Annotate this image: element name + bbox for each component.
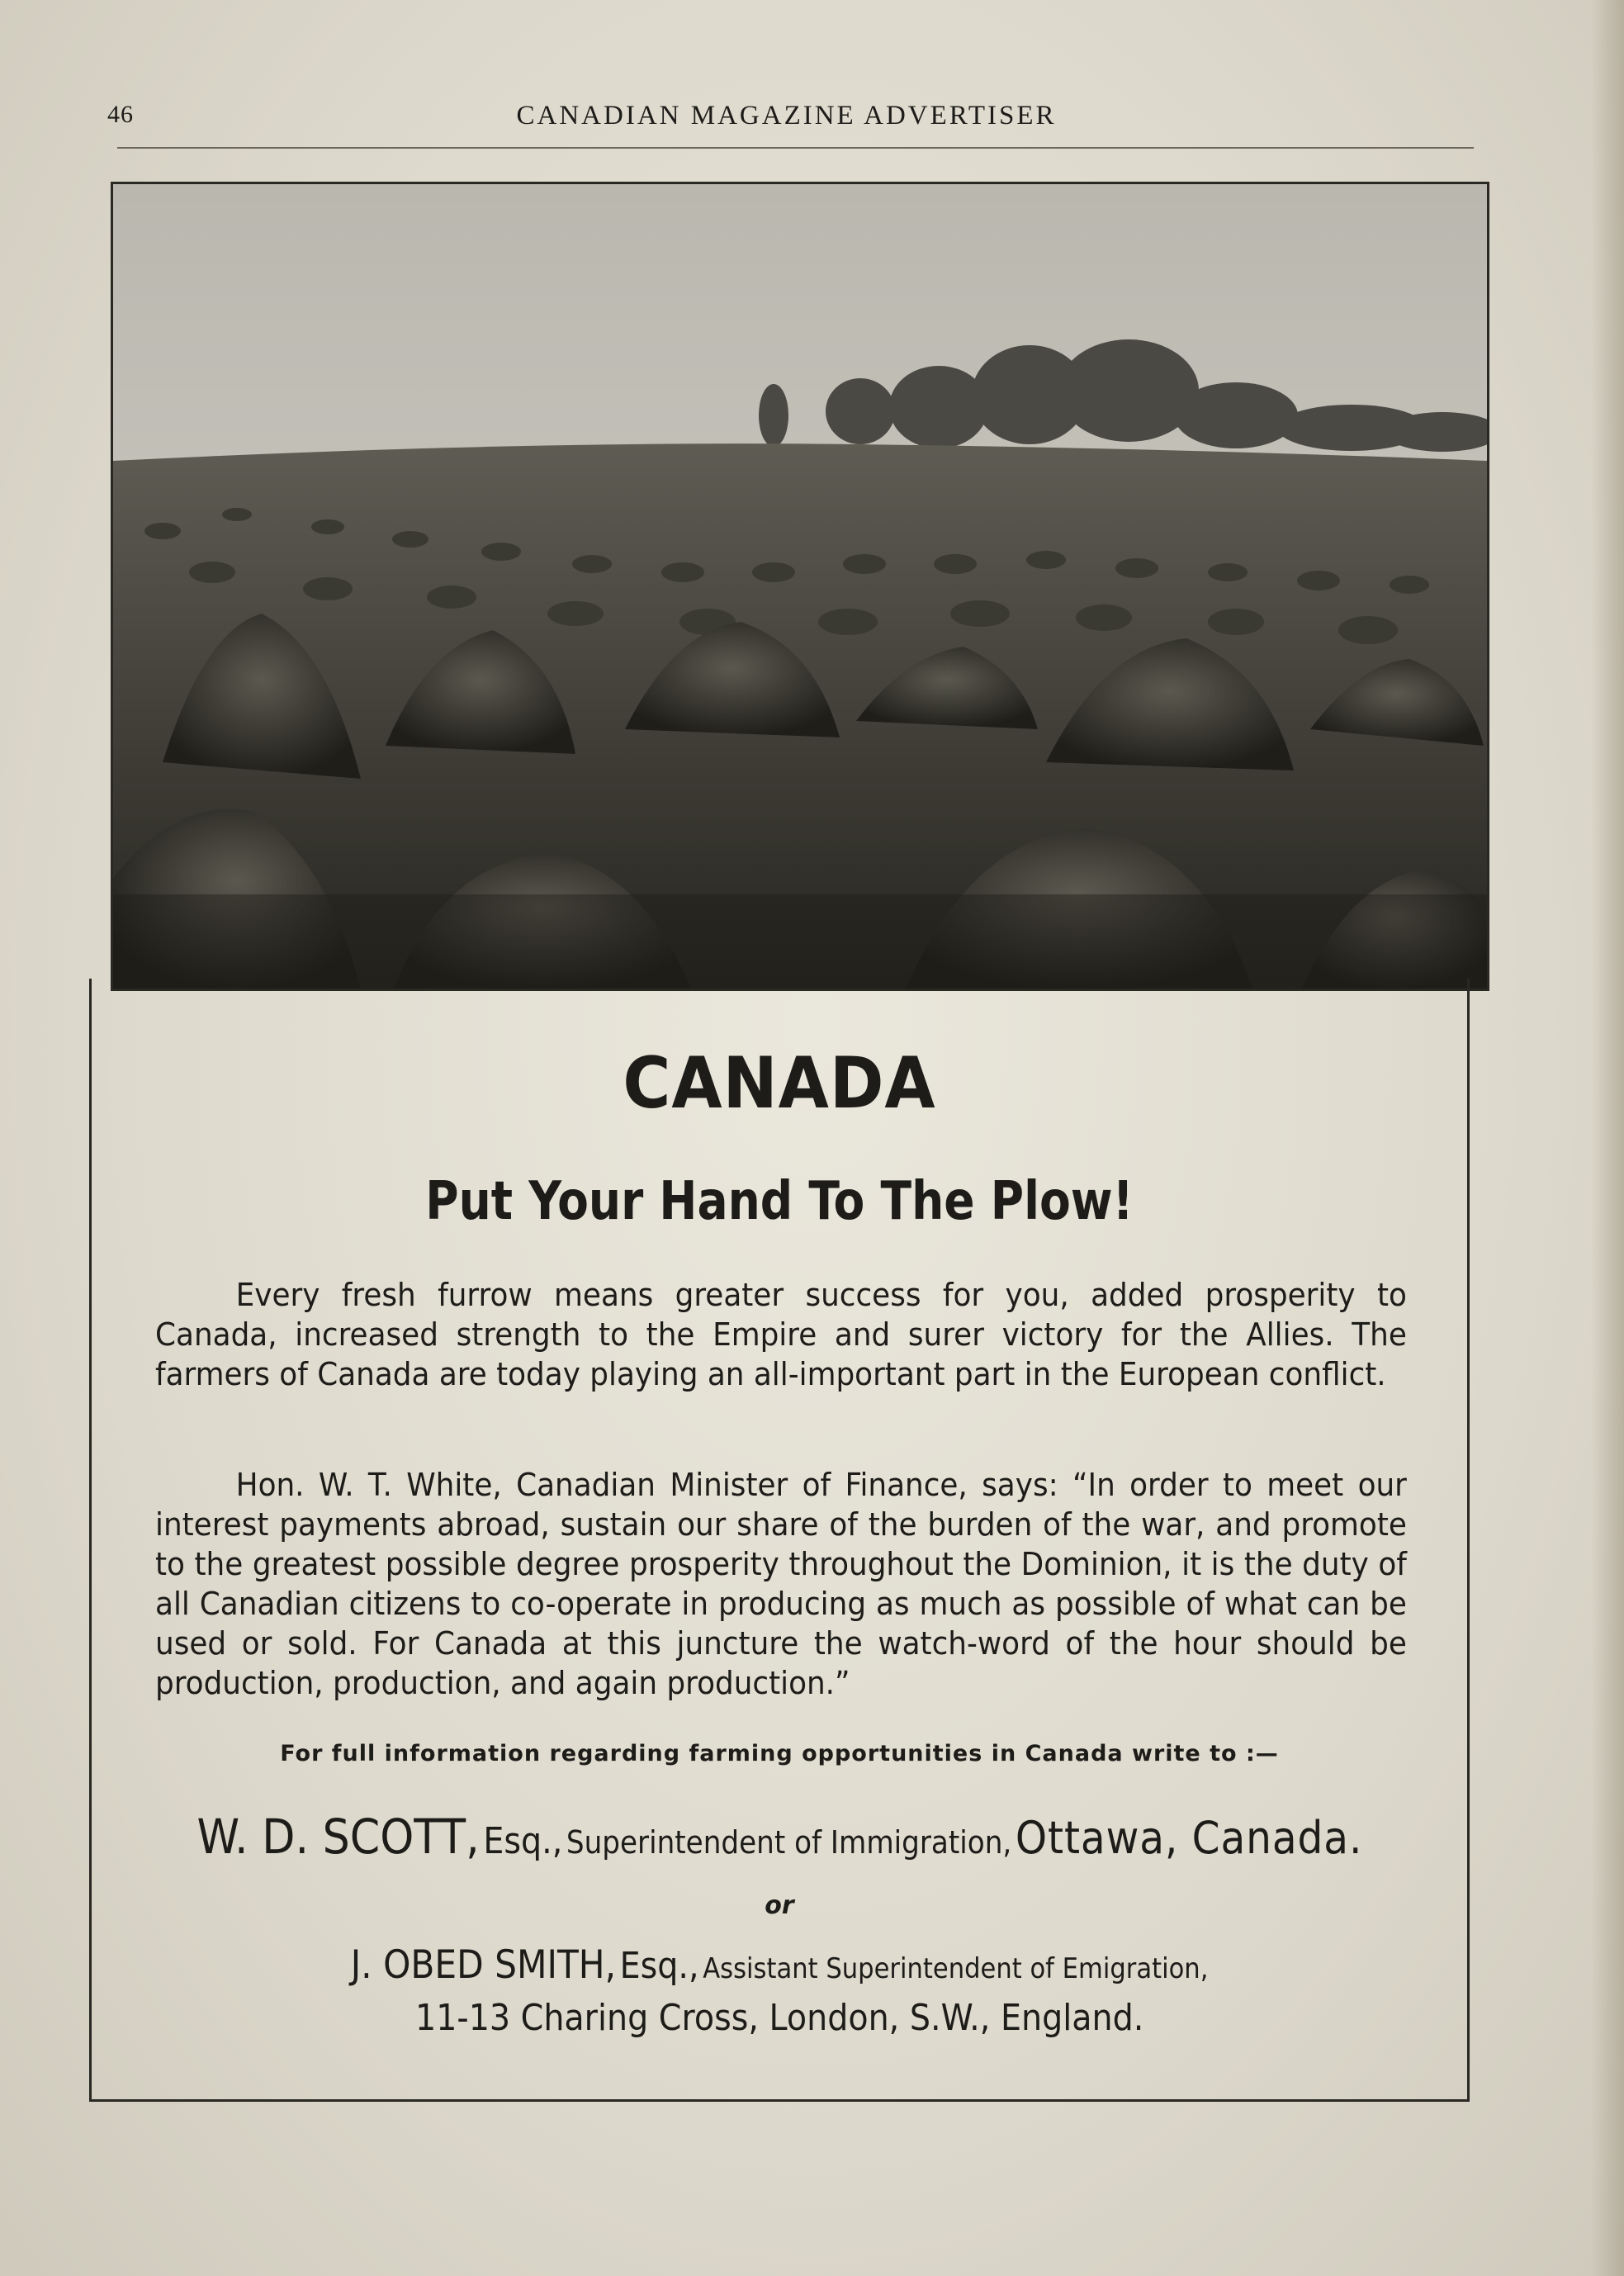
contact-secondary-role: Assistant Superintendent of Emigration, (703, 1952, 1209, 1985)
contact-secondary-esq: Esq., (619, 1945, 699, 1987)
ad-title: CANADA (623, 1042, 936, 1125)
page-edge-shadow (1591, 0, 1624, 2276)
ad-paragraph-2: Hon. W. T. White, Canadian Minister of Finance, says: “In order to meet our interest payments abroad, sustain our share of the burden of the war, and promote to the greatest possible degree prosperity throughout the Dominion, it is the duty of all Canadian citizens to co-operate in producing as much as possible of what can be used or sold. For Canada at this juncture the watch-word of the hour should be production, production, and again production.” (155, 1467, 1407, 1702)
contact-primary-esq: Esq., (482, 1820, 562, 1862)
header-rule (117, 147, 1474, 149)
running-head: CANADIAN MAGAZINE ADVERTISER (516, 101, 1057, 130)
page-number: 46 (107, 101, 134, 128)
address-text: 11-13 Charing Cross, London, S.W., England. (414, 1997, 1144, 2039)
contact-secondary (89, 1942, 1470, 1988)
page-header (99, 97, 1474, 147)
info-line: For full information regarding farming opportunities in Canada write to :— (280, 1741, 1279, 1766)
wheat-field-photograph (111, 182, 1489, 991)
contact-primary (89, 1809, 1470, 1865)
contact-secondary-name: J. OBED SMITH, (350, 1942, 616, 1988)
contact-secondary-address (89, 1997, 1470, 2039)
or-separator: or (765, 1891, 794, 1920)
contact-primary-name: W. D. SCOTT, (196, 1809, 480, 1865)
ad-subtitle: Put Your Hand To The Plow! (425, 1171, 1134, 1232)
contact-primary-city: Ottawa, Canada. (1015, 1812, 1362, 1864)
ad-paragraph-1: Every fresh furrow means greater success for you, added prosperity to Canada, increased strength to the Empire and surer victory for the Allies. The farmers of Canada are today playing an all-important part in the European conflict. (155, 1277, 1407, 1393)
contact-primary-role: Superintendent of Immigration, (566, 1824, 1011, 1861)
wheat-stooks-image (113, 184, 1487, 989)
